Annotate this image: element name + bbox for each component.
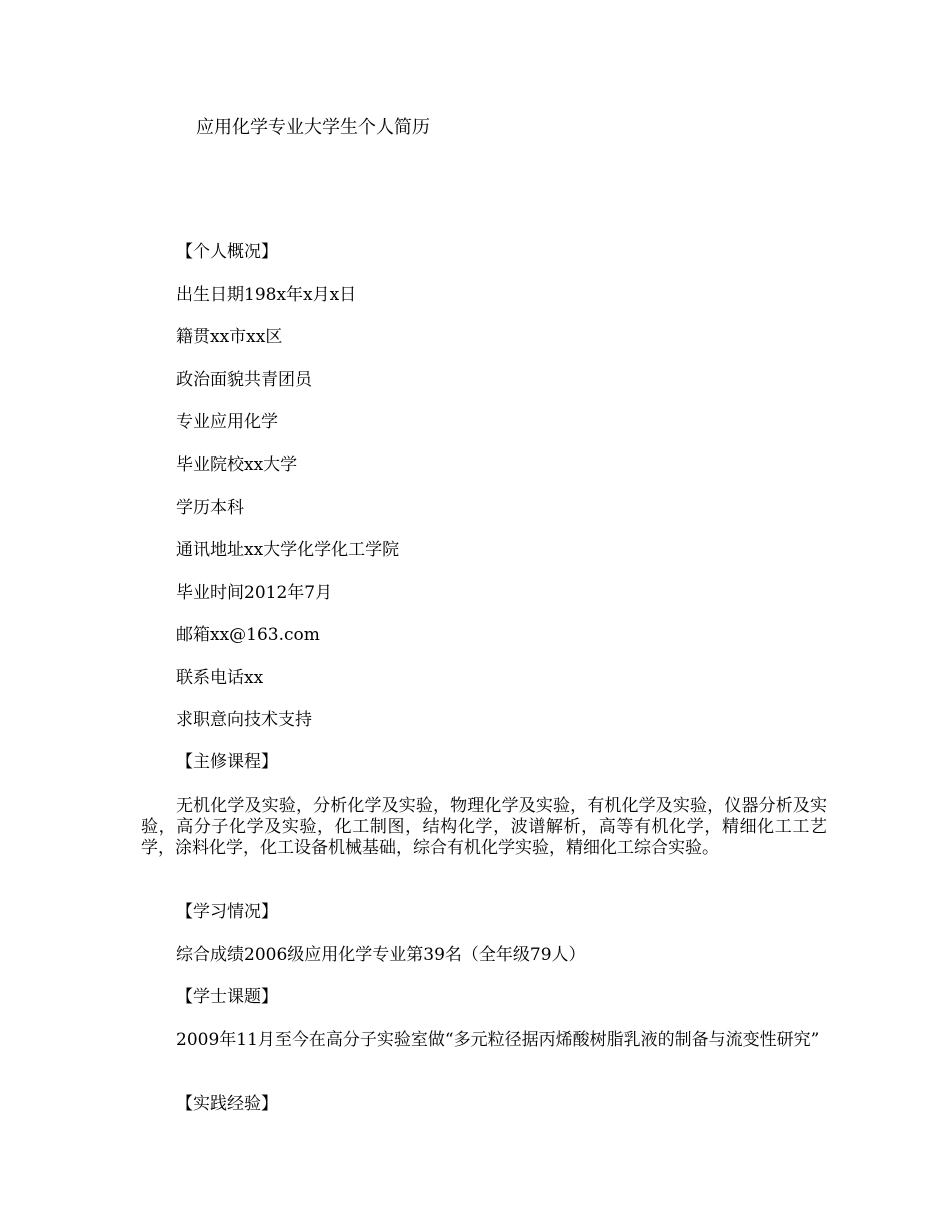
section-heading-thesis: 【学士课题】: [176, 987, 278, 1007]
profile-major: 专业应用化学: [176, 412, 278, 432]
section-heading-practice: 【实践经验】: [176, 1094, 278, 1114]
profile-phone: 联系电话xx: [176, 668, 264, 688]
courses-paragraph: 无机化学及实验，分析化学及实验，物理化学及实验，有机化学及实验，仪器分析及实验，高分子化学及实验，化工制图，结构化学，波谱解析，高等有机化学，精细化工工艺学，涂料化学，化工设备机械基础，综合有机化学实验，精细化工综合实验。: [141, 796, 827, 858]
document-title: 应用化学专业大学生个人简历: [196, 117, 430, 138]
profile-degree: 学历本科: [176, 498, 244, 518]
profile-graduation-date: 毕业时间2012年7月: [176, 583, 333, 603]
profile-job-objective: 求职意向技术支持: [176, 710, 312, 730]
section-heading-study: 【学习情况】: [176, 902, 278, 922]
profile-school: 毕业院校xx大学: [176, 455, 298, 475]
thesis-paragraph: 2009年11月至今在高分子实验室做“多元粒径据丙烯酸树脂乳液的制备与流变性研究”: [176, 1030, 820, 1050]
section-heading-courses: 【主修课程】: [176, 752, 278, 772]
study-paragraph: 综合成绩2006级应用化学专业第39名（全年级79人）: [176, 945, 586, 965]
profile-email: 邮箱xx@163.com: [176, 625, 320, 645]
section-heading-profile: 【个人概况】: [176, 242, 278, 262]
profile-political-status: 政治面貌共青团员: [176, 370, 312, 390]
profile-birthdate: 出生日期198x年x月x日: [176, 285, 357, 305]
profile-address: 通讯地址xx大学化学化工学院: [176, 540, 400, 560]
profile-hometown: 籍贯xx市xx区: [176, 327, 283, 347]
